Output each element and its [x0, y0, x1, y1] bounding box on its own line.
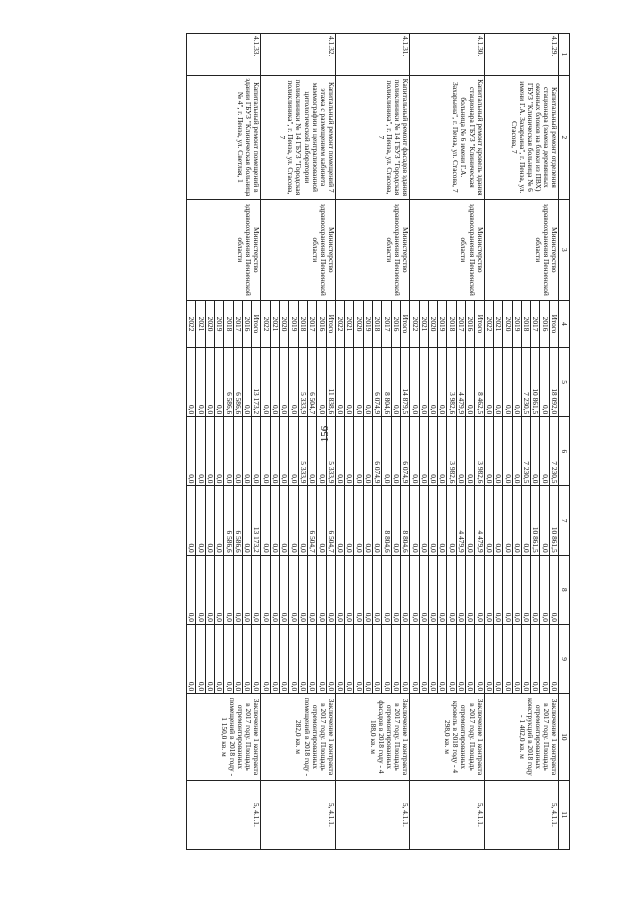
year-cell: 2022 — [410, 301, 419, 348]
measure-name-cell: Капитальный ремонт фасадов здания поликлиники № 14 ГБУЗ "Городская поликлиника", г. Пенза, ул. Стасова, 7 — [335, 76, 409, 200]
amount-cell-c8: 0,0 — [261, 555, 270, 624]
amount-cell-c5: 0,0 — [345, 348, 354, 417]
amount-cell-c6: 0,0 — [233, 417, 242, 486]
amount-cell-c6: 5 333,9 — [326, 417, 335, 486]
reference-cell: 5, 4.1.1. — [335, 780, 409, 849]
year-cell: 2016 — [466, 301, 475, 348]
year-cell: 2021 — [493, 301, 502, 348]
executor-cell: Министерство здравоохранения Пензенской области — [261, 199, 335, 300]
amount-cell-c6: 0,0 — [196, 417, 205, 486]
item-number-cell: 4.1.29. — [484, 34, 558, 76]
amount-cell-c8: 0,0 — [270, 555, 279, 624]
amount-cell-c9: 0,0 — [549, 624, 558, 693]
year-cell: 2016 — [242, 301, 251, 348]
amount-cell-c9: 0,0 — [419, 624, 428, 693]
amount-cell-c7: 0,0 — [242, 486, 251, 555]
program-table — [186, 33, 570, 850]
year-cell: 2020 — [205, 301, 214, 348]
table-row — [475, 34, 484, 850]
year-cell: 2017 — [233, 301, 242, 348]
amount-cell-c6: 0,0 — [205, 417, 214, 486]
year-cell: Итого — [326, 301, 335, 348]
amount-cell-c5: 0,0 — [270, 348, 279, 417]
amount-cell-c6: 0,0 — [456, 417, 465, 486]
amount-cell-c8: 0,0 — [233, 555, 242, 624]
result-cell: Заключение 1 контракта в 2017 году. Площадь отремонтированных помещений в 2018 году - 1 150,0 кв. м — [187, 694, 261, 781]
amount-cell-c8: 0,0 — [317, 555, 326, 624]
amount-cell-c7: 0,0 — [317, 486, 326, 555]
amount-cell-c6: 7 230,5 — [549, 417, 558, 486]
amount-cell-c7: 0,0 — [354, 486, 363, 555]
amount-cell-c6: 0,0 — [215, 417, 224, 486]
amount-cell-c5: 8 462,5 — [475, 348, 484, 417]
amount-cell-c5: 0,0 — [289, 348, 298, 417]
amount-cell-c6: 0,0 — [419, 417, 428, 486]
amount-cell-c9: 0,0 — [307, 624, 316, 693]
amount-cell-c5: 0,0 — [410, 348, 419, 417]
amount-cell-c7: 0,0 — [512, 486, 521, 555]
amount-cell-c8: 0,0 — [354, 555, 363, 624]
amount-cell-c9: 0,0 — [540, 624, 549, 693]
amount-cell-c6: 0,0 — [363, 417, 372, 486]
amount-cell-c6: 6 074,9 — [373, 417, 382, 486]
amount-cell-c8: 0,0 — [252, 555, 261, 624]
measure-name-cell: Капитальный ремонт помещений в здании ГБУЗ "Клиническая больница № 4", г. Пенза, ул. Светлая, 1 — [187, 76, 261, 200]
amount-cell-c6: 0,0 — [493, 417, 502, 486]
amount-cell-c8: 0,0 — [280, 555, 289, 624]
year-cell: 2022 — [187, 301, 196, 348]
amount-cell-c9: 0,0 — [382, 624, 391, 693]
program-table-sheet — [69, 33, 570, 850]
year-cell: 2022 — [335, 301, 344, 348]
amount-cell-c8: 0,0 — [298, 555, 307, 624]
column-number-header: 10 — [559, 694, 570, 781]
amount-cell-c7: 0,0 — [270, 486, 279, 555]
column-number-header: 2 — [559, 76, 570, 200]
amount-cell-c6: 0,0 — [317, 417, 326, 486]
amount-cell-c7: 13 173,2 — [252, 486, 261, 555]
table-row — [326, 34, 335, 850]
reference-cell: 5, 4.1.1. — [484, 780, 558, 849]
amount-cell-c7: 10 861,5 — [531, 486, 540, 555]
amount-cell-c8: 0,0 — [345, 555, 354, 624]
amount-cell-c7: 6 586,6 — [233, 486, 242, 555]
amount-cell-c7: 0,0 — [419, 486, 428, 555]
amount-cell-c6: 0,0 — [280, 417, 289, 486]
amount-cell-c7: 8 804,6 — [382, 486, 391, 555]
table-body — [187, 34, 559, 850]
amount-cell-c5: 5 333,9 — [298, 348, 307, 417]
amount-cell-c6: 0,0 — [428, 417, 437, 486]
amount-cell-c6: 5 333,9 — [298, 417, 307, 486]
amount-cell-c5: 0,0 — [187, 348, 196, 417]
amount-cell-c7: 0,0 — [438, 486, 447, 555]
amount-cell-c5: 0,0 — [493, 348, 502, 417]
amount-cell-c7: 8 804,6 — [400, 486, 409, 555]
table-row — [400, 34, 409, 850]
amount-cell-c9: 0,0 — [187, 624, 196, 693]
amount-cell-c5: 10 861,5 — [531, 348, 540, 417]
year-cell: 2018 — [224, 301, 233, 348]
year-cell: 2018 — [373, 301, 382, 348]
table-header-row — [559, 34, 570, 850]
result-cell: Заключение 1 контракта в 2017 году. Площадь отремонтированных фасадов в 2018 году - 4 188,0 кв. м — [335, 694, 409, 781]
amount-cell-c7: 10 861,5 — [549, 486, 558, 555]
amount-cell-c9: 0,0 — [447, 624, 456, 693]
amount-cell-c9: 0,0 — [242, 624, 251, 693]
amount-cell-c9: 0,0 — [531, 624, 540, 693]
amount-cell-c9: 0,0 — [196, 624, 205, 693]
amount-cell-c8: 0,0 — [391, 555, 400, 624]
year-cell: Итого — [400, 301, 409, 348]
column-number-header: 1 — [559, 34, 570, 76]
column-number-header: 8 — [559, 555, 570, 624]
amount-cell-c9: 0,0 — [280, 624, 289, 693]
executor-cell: Министерство здравоохранения Пензенской области — [335, 199, 409, 300]
amount-cell-c5: 14 879,5 — [400, 348, 409, 417]
amount-cell-c8: 0,0 — [428, 555, 437, 624]
amount-cell-c8: 0,0 — [447, 555, 456, 624]
reference-cell: 5, 4.1.1. — [261, 780, 335, 849]
amount-cell-c9: 0,0 — [270, 624, 279, 693]
amount-cell-c5: 0,0 — [503, 348, 512, 417]
amount-cell-c5: 8 804,6 — [382, 348, 391, 417]
amount-cell-c8: 0,0 — [307, 555, 316, 624]
amount-cell-c7: 0,0 — [335, 486, 344, 555]
amount-cell-c7: 0,0 — [391, 486, 400, 555]
amount-cell-c9: 0,0 — [503, 624, 512, 693]
year-cell: 2016 — [317, 301, 326, 348]
amount-cell-c5: 0,0 — [242, 348, 251, 417]
amount-cell-c9: 0,0 — [298, 624, 307, 693]
amount-cell-c8: 0,0 — [410, 555, 419, 624]
amount-cell-c6: 7 230,5 — [521, 417, 530, 486]
year-cell: 2021 — [270, 301, 279, 348]
amount-cell-c7: 0,0 — [503, 486, 512, 555]
amount-cell-c5: 0,0 — [280, 348, 289, 417]
year-cell: 2022 — [261, 301, 270, 348]
executor-cell: Министерство здравоохранения Пензенской области — [484, 199, 558, 300]
amount-cell-c6: 0,0 — [391, 417, 400, 486]
amount-cell-c8: 0,0 — [475, 555, 484, 624]
amount-cell-c7: 0,0 — [373, 486, 382, 555]
column-number-header: 6 — [559, 417, 570, 486]
amount-cell-c7: 0,0 — [215, 486, 224, 555]
amount-cell-c8: 0,0 — [224, 555, 233, 624]
amount-cell-c7: 0,0 — [345, 486, 354, 555]
amount-cell-c6: 3 982,6 — [475, 417, 484, 486]
amount-cell-c5: 7 230,5 — [521, 348, 530, 417]
amount-cell-c9: 0,0 — [410, 624, 419, 693]
result-cell: Заключение 1 контракта в 2017 году. Площадь отремонтированных помещений в 2018 году - 282,0 кв. м — [261, 694, 335, 781]
amount-cell-c9: 0,0 — [326, 624, 335, 693]
amount-cell-c5: 0,0 — [363, 348, 372, 417]
year-cell: 2019 — [289, 301, 298, 348]
item-number-cell: 4.1.33. — [187, 34, 261, 76]
amount-cell-c7: 0,0 — [205, 486, 214, 555]
year-cell: 2019 — [438, 301, 447, 348]
amount-cell-c8: 0,0 — [382, 555, 391, 624]
amount-cell-c7: 0,0 — [447, 486, 456, 555]
amount-cell-c8: 0,0 — [419, 555, 428, 624]
amount-cell-c6: 0,0 — [242, 417, 251, 486]
amount-cell-c7: 6 586,6 — [224, 486, 233, 555]
amount-cell-c6: 0,0 — [531, 417, 540, 486]
amount-cell-c7: 0,0 — [493, 486, 502, 555]
amount-cell-c9: 0,0 — [475, 624, 484, 693]
amount-cell-c9: 0,0 — [456, 624, 465, 693]
table-row — [549, 34, 558, 850]
amount-cell-c7: 0,0 — [196, 486, 205, 555]
amount-cell-c5: 3 982,6 — [447, 348, 456, 417]
amount-cell-c8: 0,0 — [484, 555, 493, 624]
amount-cell-c9: 0,0 — [215, 624, 224, 693]
amount-cell-c6: 0,0 — [224, 417, 233, 486]
year-cell: 2018 — [447, 301, 456, 348]
amount-cell-c9: 0,0 — [345, 624, 354, 693]
amount-cell-c7: 0,0 — [261, 486, 270, 555]
amount-cell-c8: 0,0 — [335, 555, 344, 624]
amount-cell-c6: 0,0 — [354, 417, 363, 486]
amount-cell-c7: 0,0 — [410, 486, 419, 555]
amount-cell-c5: 0,0 — [419, 348, 428, 417]
amount-cell-c5: 0,0 — [205, 348, 214, 417]
year-cell: 2019 — [363, 301, 372, 348]
amount-cell-c7: 0,0 — [428, 486, 437, 555]
item-number-cell: 4.1.32. — [261, 34, 335, 76]
amount-cell-c8: 0,0 — [196, 555, 205, 624]
amount-cell-c8: 0,0 — [363, 555, 372, 624]
amount-cell-c7: 0,0 — [363, 486, 372, 555]
item-number-cell: 4.1.30. — [410, 34, 484, 76]
amount-cell-c7: 4 479,9 — [456, 486, 465, 555]
year-cell: 2017 — [456, 301, 465, 348]
amount-cell-c8: 0,0 — [187, 555, 196, 624]
year-cell: 2018 — [521, 301, 530, 348]
amount-cell-c8: 0,0 — [531, 555, 540, 624]
amount-cell-c6: 0,0 — [345, 417, 354, 486]
amount-cell-c7: 4 479,9 — [475, 486, 484, 555]
amount-cell-c6: 0,0 — [466, 417, 475, 486]
amount-cell-c9: 0,0 — [512, 624, 521, 693]
result-cell: Заключение 1 контракта в 2017 году. Площадь отремонтированных конструкций в 2018 году - 1 402,0 кв. м — [484, 694, 558, 781]
amount-cell-c9: 0,0 — [354, 624, 363, 693]
column-number-header: 11 — [559, 780, 570, 849]
year-cell: 2017 — [307, 301, 316, 348]
amount-cell-c6: 0,0 — [503, 417, 512, 486]
amount-cell-c8: 0,0 — [205, 555, 214, 624]
amount-cell-c9: 0,0 — [205, 624, 214, 693]
amount-cell-c5: 13 173,2 — [252, 348, 261, 417]
amount-cell-c6: 0,0 — [289, 417, 298, 486]
year-cell: 2020 — [503, 301, 512, 348]
amount-cell-c7: 0,0 — [540, 486, 549, 555]
executor-cell: Министерство здравоохранения Пензенской области — [410, 199, 484, 300]
amount-cell-c7: 0,0 — [289, 486, 298, 555]
year-cell: 2019 — [215, 301, 224, 348]
amount-cell-c9: 0,0 — [438, 624, 447, 693]
amount-cell-c8: 0,0 — [289, 555, 298, 624]
amount-cell-c9: 0,0 — [224, 624, 233, 693]
amount-cell-c6: 0,0 — [484, 417, 493, 486]
amount-cell-c8: 0,0 — [456, 555, 465, 624]
year-cell: 2018 — [298, 301, 307, 348]
amount-cell-c8: 0,0 — [438, 555, 447, 624]
amount-cell-c6: 0,0 — [307, 417, 316, 486]
amount-cell-c9: 0,0 — [233, 624, 242, 693]
amount-cell-c6: 0,0 — [261, 417, 270, 486]
table-row — [252, 34, 261, 850]
amount-cell-c7: 0,0 — [466, 486, 475, 555]
amount-cell-c9: 0,0 — [373, 624, 382, 693]
year-cell: 2019 — [512, 301, 521, 348]
amount-cell-c5: 0,0 — [484, 348, 493, 417]
measure-name-cell: Капитальный ремонт помещений 7 этажа с размещением кабинета маммографии и централизованной цитологической лаборатории поликлиники № 14 ГБУЗ "Городская поликлиника", г. Пенза, ул. Стасова, 7 — [261, 76, 335, 200]
amount-cell-c8: 0,0 — [521, 555, 530, 624]
year-cell: 2020 — [354, 301, 363, 348]
amount-cell-c9: 0,0 — [493, 624, 502, 693]
amount-cell-c9: 0,0 — [466, 624, 475, 693]
year-cell: 2021 — [196, 301, 205, 348]
year-cell: 2020 — [280, 301, 289, 348]
year-cell: 2016 — [540, 301, 549, 348]
amount-cell-c8: 0,0 — [503, 555, 512, 624]
amount-cell-c6: 0,0 — [270, 417, 279, 486]
year-cell: 2021 — [419, 301, 428, 348]
column-number-header: 9 — [559, 624, 570, 693]
amount-cell-c5: 6 504,7 — [307, 348, 316, 417]
amount-cell-c5: 4 479,9 — [456, 348, 465, 417]
year-cell: Итого — [549, 301, 558, 348]
amount-cell-c6: 0,0 — [540, 417, 549, 486]
amount-cell-c8: 0,0 — [400, 555, 409, 624]
amount-cell-c8: 0,0 — [215, 555, 224, 624]
amount-cell-c5: 0,0 — [261, 348, 270, 417]
amount-cell-c5: 11 838,6 — [326, 348, 335, 417]
year-cell: 2016 — [391, 301, 400, 348]
amount-cell-c6: 0,0 — [382, 417, 391, 486]
amount-cell-c9: 0,0 — [335, 624, 344, 693]
amount-cell-c7: 0,0 — [298, 486, 307, 555]
amount-cell-c9: 0,0 — [391, 624, 400, 693]
reference-cell: 5, 4.1.1. — [187, 780, 261, 849]
column-number-header: 3 — [559, 199, 570, 300]
reference-cell: 5, 4.1.1. — [410, 780, 484, 849]
amount-cell-c5: 0,0 — [438, 348, 447, 417]
amount-cell-c5: 0,0 — [196, 348, 205, 417]
year-cell: 2020 — [428, 301, 437, 348]
page-number: 156 — [319, 425, 331, 443]
measure-name-cell: Капитальный ремонт отделения стационара (замена деревянных оконных блоков на блоки из ПВХ) ГБУЗ "Клиническая больница № 6 имени Г.А. Захарьина", г. Пенза, ул. Стасова, 7 — [484, 76, 558, 200]
amount-cell-c5: 0,0 — [354, 348, 363, 417]
column-number-header: 5 — [559, 348, 570, 417]
amount-cell-c6: 0,0 — [512, 417, 521, 486]
amount-cell-c5: 6 586,6 — [224, 348, 233, 417]
amount-cell-c9: 0,0 — [363, 624, 372, 693]
amount-cell-c8: 0,0 — [512, 555, 521, 624]
result-cell: Заключение 1 контракта в 2017 году. Площадь отремонтированных кровель в 2018 году - 4 298,0 кв. м — [410, 694, 484, 781]
year-cell: 2017 — [382, 301, 391, 348]
amount-cell-c8: 0,0 — [373, 555, 382, 624]
amount-cell-c8: 0,0 — [326, 555, 335, 624]
amount-cell-c7: 6 504,7 — [307, 486, 316, 555]
amount-cell-c9: 0,0 — [252, 624, 261, 693]
amount-cell-c5: 6 586,6 — [233, 348, 242, 417]
amount-cell-c9: 0,0 — [428, 624, 437, 693]
amount-cell-c5: 0,0 — [391, 348, 400, 417]
amount-cell-c5: 6 074,9 — [373, 348, 382, 417]
amount-cell-c5: 0,0 — [540, 348, 549, 417]
amount-cell-c6: 6 074,9 — [400, 417, 409, 486]
amount-cell-c5: 0,0 — [512, 348, 521, 417]
amount-cell-c7: 0,0 — [187, 486, 196, 555]
amount-cell-c6: 0,0 — [252, 417, 261, 486]
amount-cell-c8: 0,0 — [549, 555, 558, 624]
amount-cell-c5: 0,0 — [335, 348, 344, 417]
year-cell: 2021 — [345, 301, 354, 348]
amount-cell-c8: 0,0 — [466, 555, 475, 624]
amount-cell-c8: 0,0 — [493, 555, 502, 624]
amount-cell-c7: 0,0 — [280, 486, 289, 555]
amount-cell-c5: 0,0 — [428, 348, 437, 417]
amount-cell-c5: 0,0 — [215, 348, 224, 417]
amount-cell-c6: 0,0 — [410, 417, 419, 486]
amount-cell-c9: 0,0 — [521, 624, 530, 693]
year-cell: Итого — [475, 301, 484, 348]
column-number-header: 7 — [559, 486, 570, 555]
amount-cell-c6: 3 982,6 — [447, 417, 456, 486]
year-cell: Итого — [252, 301, 261, 348]
amount-cell-c9: 0,0 — [261, 624, 270, 693]
amount-cell-c8: 0,0 — [242, 555, 251, 624]
amount-cell-c8: 0,0 — [540, 555, 549, 624]
amount-cell-c6: 0,0 — [187, 417, 196, 486]
amount-cell-c5: 0,0 — [466, 348, 475, 417]
item-number-cell: 4.1.31. — [335, 34, 409, 76]
column-number-header: 4 — [559, 301, 570, 348]
amount-cell-c7: 0,0 — [484, 486, 493, 555]
amount-cell-c7: 0,0 — [521, 486, 530, 555]
amount-cell-c9: 0,0 — [400, 624, 409, 693]
amount-cell-c5: 0,0 — [317, 348, 326, 417]
amount-cell-c9: 0,0 — [317, 624, 326, 693]
amount-cell-c6: 0,0 — [438, 417, 447, 486]
amount-cell-c6: 0,0 — [335, 417, 344, 486]
amount-cell-c9: 0,0 — [289, 624, 298, 693]
year-cell: 2022 — [484, 301, 493, 348]
executor-cell: Министерство здравоохранения Пензенской области — [187, 199, 261, 300]
amount-cell-c5: 18 092,0 — [549, 348, 558, 417]
amount-cell-c9: 0,0 — [484, 624, 493, 693]
year-cell: 2017 — [531, 301, 540, 348]
amount-cell-c7: 6 504,7 — [326, 486, 335, 555]
measure-name-cell: Капитальный ремонт кровель здания стационара ГБУЗ "Клиническая больница № 6 имени Г.А. Захарьина", г. Пенза, ул. Стасова, 7 — [410, 76, 484, 200]
